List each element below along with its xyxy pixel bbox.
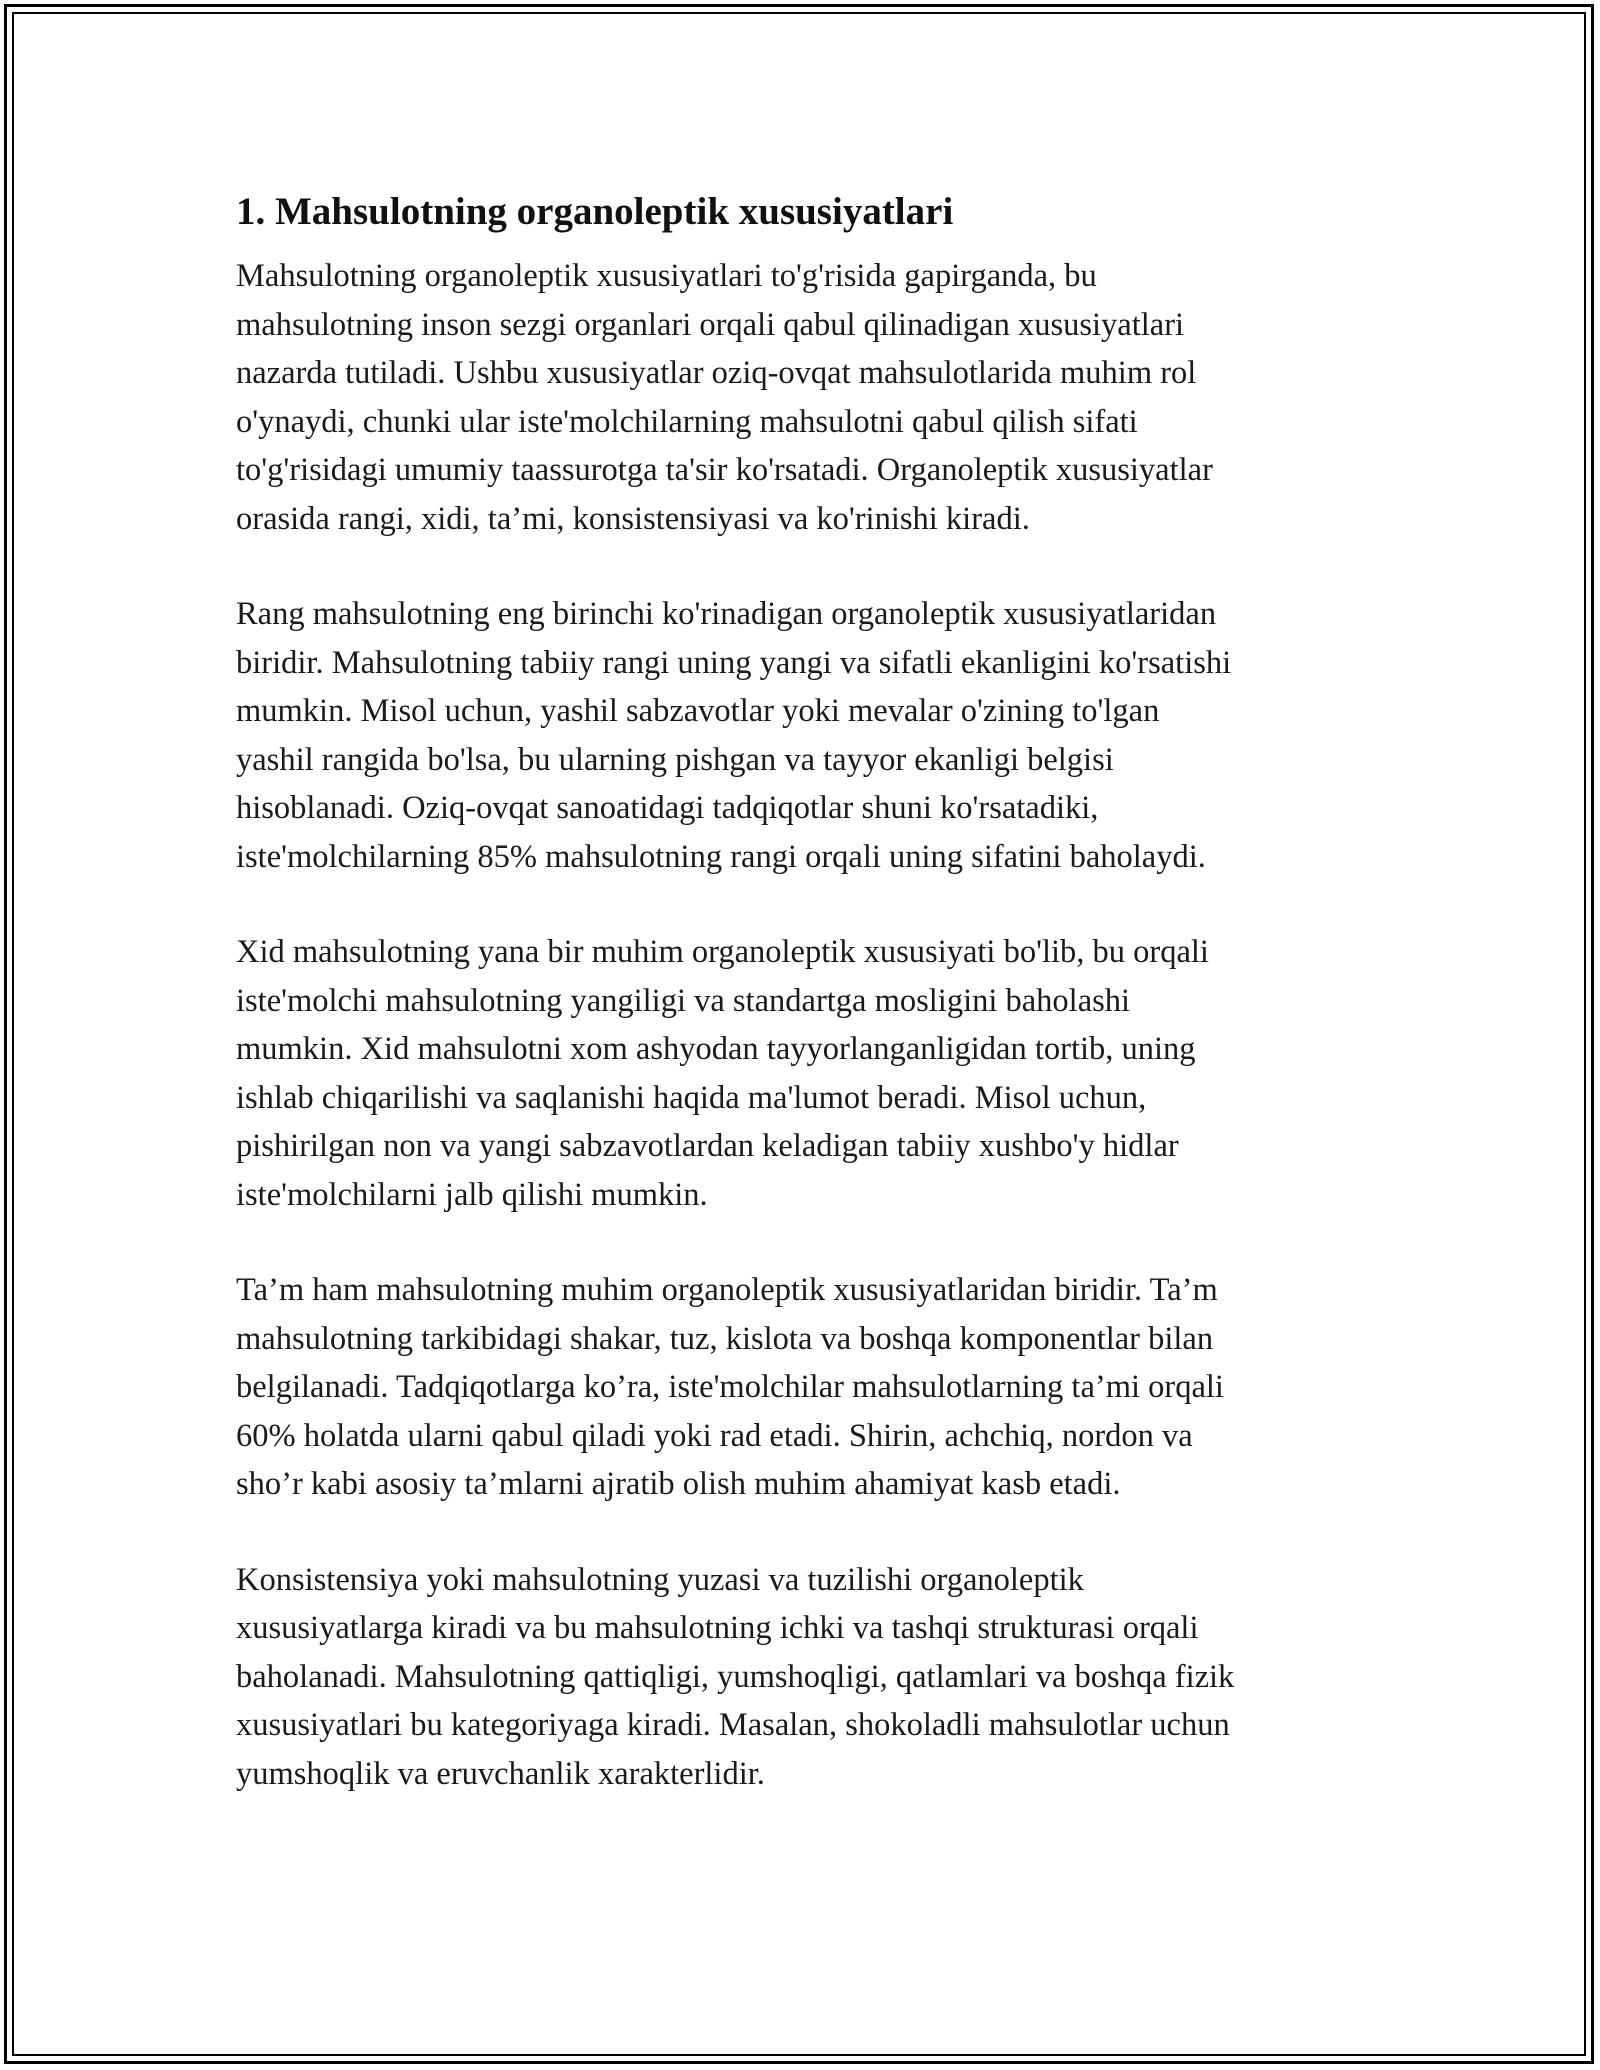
text-line: to'g'risidagi umumiy taassurotga ta'sir ko'rsatadi. Organoleptik xususiyatlar bbox=[236, 452, 1213, 488]
text-line: orasida rangi, xidi, ta’mi, konsistensiyasi va ko'rinishi kiradi. bbox=[236, 500, 1030, 537]
text-line: iste'molchi mahsulotning yangiligi va standartga mosligini baholashi bbox=[236, 982, 1131, 1019]
paragraph-intro bbox=[236, 252, 1366, 543]
text-line: Rang mahsulotning eng birinchi ko'rinadigan organoleptik xususiyatlaridan bbox=[236, 596, 1217, 632]
text-line: Konsistensiya yoki mahsulotning yuzasi va tuzilishi organoleptik bbox=[236, 1561, 1084, 1598]
text-line: mahsulotning tarkibidagi shakar, tuz, kislota va boshqa komponentlar bilan bbox=[236, 1320, 1214, 1357]
text-line: xususiyatlarga kiradi va bu mahsulotning ichki va tashqi strukturasi orqali bbox=[236, 1610, 1199, 1646]
section-heading: 1. Mahsulotning organoleptik xususiyatlari bbox=[236, 190, 954, 233]
text-line: xususiyatlari bu kategoriyaga kiradi. Masalan, shokoladli mahsulotlar uchun bbox=[236, 1707, 1230, 1743]
text-line: mahsulotning inson sezgi organlari orqali qabul qilinadigan xususiyatlari bbox=[236, 306, 1185, 343]
text-line: biridir. Mahsulotning tabiiy rangi uning yangi va sifatli ekanligini ko'rsatishi bbox=[236, 644, 1232, 681]
text-line: Ta’m ham mahsulotning muhim organoleptik xususiyatlaridan biridir. Ta’m bbox=[236, 1272, 1218, 1308]
text-line: belgilanadi. Tadqiqotlarga ko’ra, iste'molchilar mahsulotlarning ta’mi orqali bbox=[236, 1369, 1224, 1405]
paragraph-taste bbox=[236, 1266, 1366, 1509]
text-line: ishlab chiqarilishi va saqlanishi haqida ma'lumot beradi. Misol uchun, bbox=[236, 1079, 1147, 1116]
text-line: nazarda tutiladi. Ushbu xususiyatlar oziq-ovqat mahsulotlarida muhim rol bbox=[236, 355, 1197, 391]
document-body bbox=[236, 186, 1366, 1845]
text-line: pishirilgan non va yangi sabzavotlardan keladigan tabiiy xushbo'y hidlar bbox=[236, 1128, 1179, 1164]
text-line: mumkin. Misol uchun, yashil sabzavotlar yoki mevalar o'zining to'lgan bbox=[236, 693, 1160, 729]
text-line: baholanadi. Mahsulotning qattiqligi, yumshoqligi, qatlamlari va boshqa fizik bbox=[236, 1658, 1235, 1695]
text-line: Mahsulotning organoleptik xususiyatlari to'g'risida gapirganda, bu bbox=[236, 258, 1097, 294]
text-line: iste'molchilarni jalb qilishi mumkin. bbox=[236, 1176, 708, 1213]
paragraph-consistency bbox=[236, 1556, 1366, 1799]
paragraph-color bbox=[236, 590, 1366, 881]
text-line: 60% holatda ularni qabul qiladi yoki rad etadi. Shirin, achchiq, nordon va bbox=[236, 1417, 1193, 1454]
paragraph-smell bbox=[236, 928, 1366, 1219]
text-line: mumkin. Xid mahsulotni xom ashyodan tayyorlanganligidan tortib, uning bbox=[236, 1031, 1196, 1067]
text-line: yumshoqlik va eruvchanlik xarakterlidir. bbox=[236, 1755, 765, 1792]
text-line: sho’r kabi asosiy ta’mlarni ajratib olish muhim ahamiyat kasb etadi. bbox=[236, 1466, 1121, 1502]
text-line: iste'molchilarning 85% mahsulotning rangi orqali uning sifatini baholaydi. bbox=[236, 838, 1206, 875]
text-line: hisoblanadi. Oziq-ovqat sanoatidagi tadqiqotlar shuni ko'rsatadiki, bbox=[236, 790, 1099, 826]
text-line: yashil rangida bo'lsa, bu ularning pishgan va tayyor ekanligi belgisi bbox=[236, 741, 1114, 778]
text-line: o'ynaydi, chunki ular iste'molchilarning mahsulotni qabul qilish sifati bbox=[236, 403, 1138, 440]
text-line: Xid mahsulotning yana bir muhim organoleptik xususiyati bo'lib, bu orqali bbox=[236, 934, 1209, 970]
